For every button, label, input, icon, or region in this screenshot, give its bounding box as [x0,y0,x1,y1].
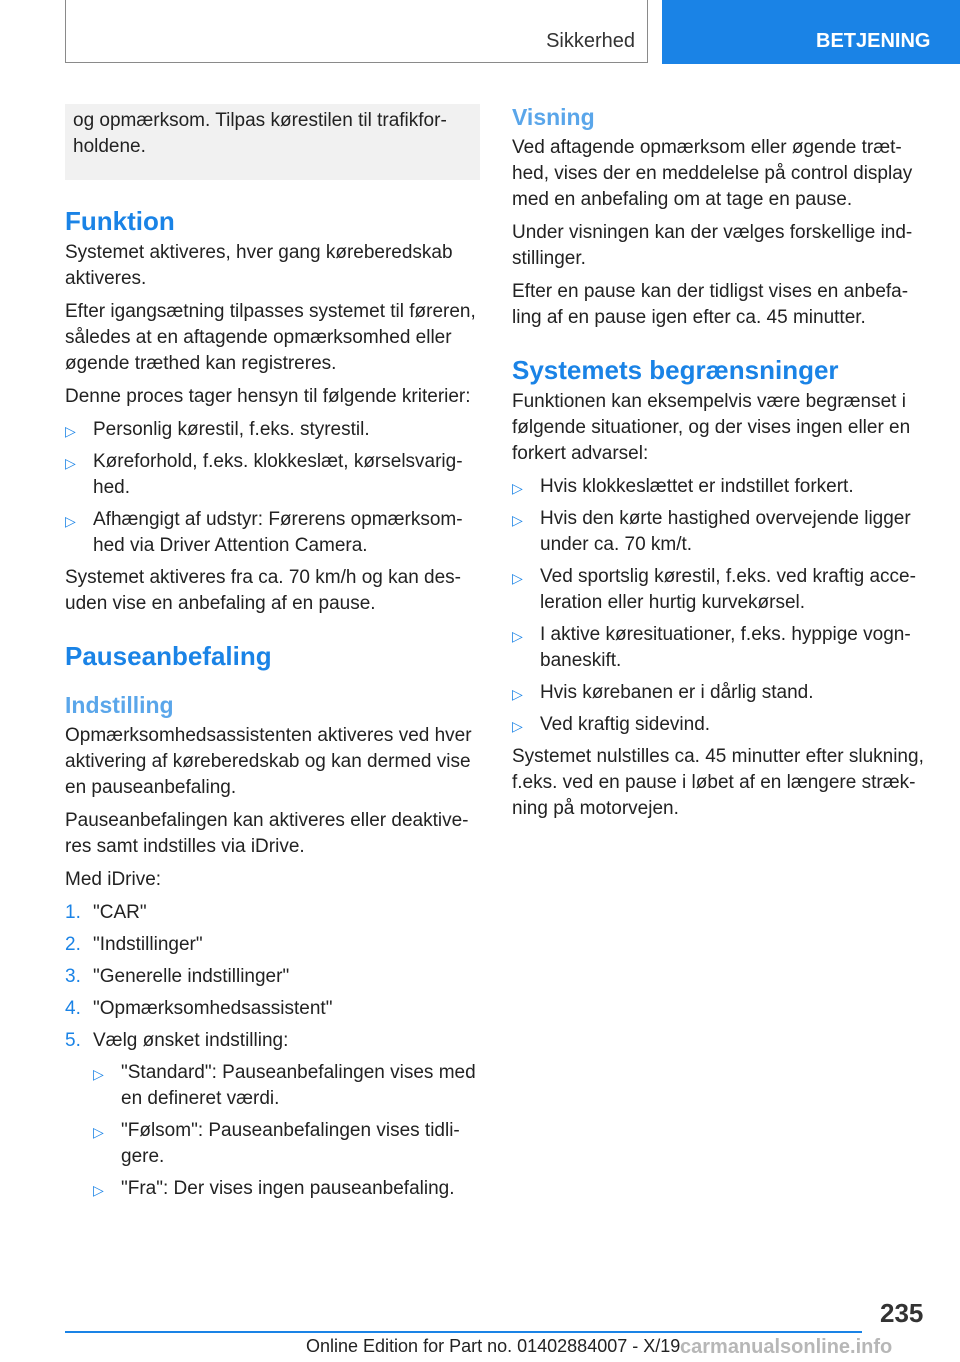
limits-paragraph-1: Funktionen kan eksempelvis være begrænset i følgende situationer, og der vises ingen eller en forkert advarsel: [512,391,911,464]
list-item: ▷ Hvis klokkeslættet er indstillet forkert. [512,474,932,500]
triangle-bullet-icon: ▷ [65,423,76,439]
list-item: ▷ Hvis kørebanen er i dårlig stand. [512,680,932,706]
left-column [65,104,480,1208]
list-item: ▷ "Standard": Pauseanbefalingen vises med en defineret værdi. [93,1062,476,1109]
triangle-bullet-icon: ▷ [512,686,523,702]
step-item: 2. "Indstillinger" [65,934,203,955]
indstilling-paragraph-1: Opmærksomhedsassistenten aktiveres ved hver aktivering af køreberedskab og kan dermed vise en pauseanbefaling. [65,725,472,798]
list-item: ▷ Personlig kørestil, f.eks. styrestil. [65,417,480,443]
list-item: ▷ Ved sportslig kørestil, f.eks. ved kraftig acce-leration eller hurtig kurvekørsel. [512,566,916,613]
heading-indstilling: Indstilling [65,692,174,718]
triangle-bullet-icon: ▷ [93,1124,104,1140]
list-item: ▷ Hvis den kørte hastighed overvejende ligger under ca. 70 km/t. [512,508,911,555]
triangle-bullet-icon: ▷ [93,1182,104,1198]
step-item: 3. "Generelle indstillinger" [65,966,290,987]
step-item: 1. "CAR" [65,902,147,923]
list-item: ▷ "Fra": Der vises ingen pauseanbefaling. [93,1176,480,1202]
triangle-bullet-icon: ▷ [65,455,76,471]
funktion-paragraph-3: Denne proces tager hensyn til følgende kriterier: [65,386,471,407]
note-box: og opmærksom. Tilpas kørestilen til trafikfor-holdene. [65,104,480,180]
page-number: 235 [880,1298,924,1328]
header-chapter-label: BETJENING [816,29,931,52]
triangle-bullet-icon: ▷ [512,628,523,644]
triangle-bullet-icon: ▷ [512,480,523,496]
heading-pauseanbefaling: Pauseanbefaling [65,641,272,671]
right-column [512,103,932,829]
triangle-bullet-icon: ▷ [93,1066,104,1082]
limits-paragraph-2: Systemet nulstilles ca. 45 minutter efter slukning, f.eks. ved en pause i løbet af en længere stræk-ning på motorvejen. [512,746,924,819]
idrive-steps-list [65,900,480,1202]
visning-paragraph-2: Under visningen kan der vælges forskellige ind-stillinger. [512,222,913,269]
limits-list [512,474,932,738]
step-item: 4. "Opmærksomhedsassistent" [65,998,333,1019]
indstilling-paragraph-2: Pauseanbefalingen kan aktiveres eller deaktive-res samt indstilles via iDrive. [65,810,469,857]
triangle-bullet-icon: ▷ [512,512,523,528]
heading-funktion: Funktion [65,206,175,236]
header-section-title: Sikkerhed [546,30,635,52]
criteria-list [65,417,480,559]
indstilling-paragraph-3: Med iDrive: [65,869,162,890]
header-chapter-tab[interactable] [662,0,960,64]
list-item: ▷ I aktive køresituationer, f.eks. hyppige vogn-baneskift. [512,624,911,671]
triangle-bullet-icon: ▷ [512,570,523,586]
list-item: ▷ Afhængigt af udstyr: Førerens opmærksom-hed via Driver Attention Camera. [65,509,463,556]
visning-paragraph-3: Efter en pause kan der tidligst vises en anbefa-ling af en pause igen efter ca. 45 minutter. [512,281,909,328]
footer-edition: Online Edition for Part no. 01402884007 - X/19 [306,1336,681,1356]
funktion-paragraph-1: Systemet aktiveres, hver gang køreberedskab aktiveres. [65,242,453,289]
heading-systemets-begraensninger: Systemets begrænsninger [512,355,839,385]
funktion-paragraph-2: Efter igangsætning tilpasses systemet til føreren, således at en aftagende opmærksomhed eller øgende træthed kan registreres. [65,301,476,374]
step-item: 5. Vælg ønsket indstilling: ▷ "Standard": Pauseanbefalingen vises med en defineret værdi. ▷ "Følsom": Pauseanbefalingen vises tidli-gere. ▷ "Fra": Der vises ingen pauseanbefaling. [65,1028,480,1202]
options-sublist [93,1060,480,1202]
list-item: ▷ Køreforhold, f.eks. klokkeslæt, kørselsvarig-hed. [65,451,463,498]
footer-divider [65,1331,862,1333]
list-item: ▷ "Følsom": Pauseanbefalingen vises tidli-gere. [93,1120,460,1167]
triangle-bullet-icon: ▷ [512,718,523,734]
triangle-bullet-icon: ▷ [65,513,76,529]
list-item: ▷ Ved kraftig sidevind. [512,712,932,738]
heading-visning: Visning [512,104,595,130]
watermark: carmanualsonline.info [680,1336,893,1358]
visning-paragraph-1: Ved aftagende opmærksom eller øgende træt-hed, vises der en meddelelse på control display med en anbefaling om at tage en pause. [512,137,913,210]
funktion-paragraph-4: Systemet aktiveres fra ca. 70 km/h og kan des-uden vise en anbefaling af en pause. [65,567,462,614]
